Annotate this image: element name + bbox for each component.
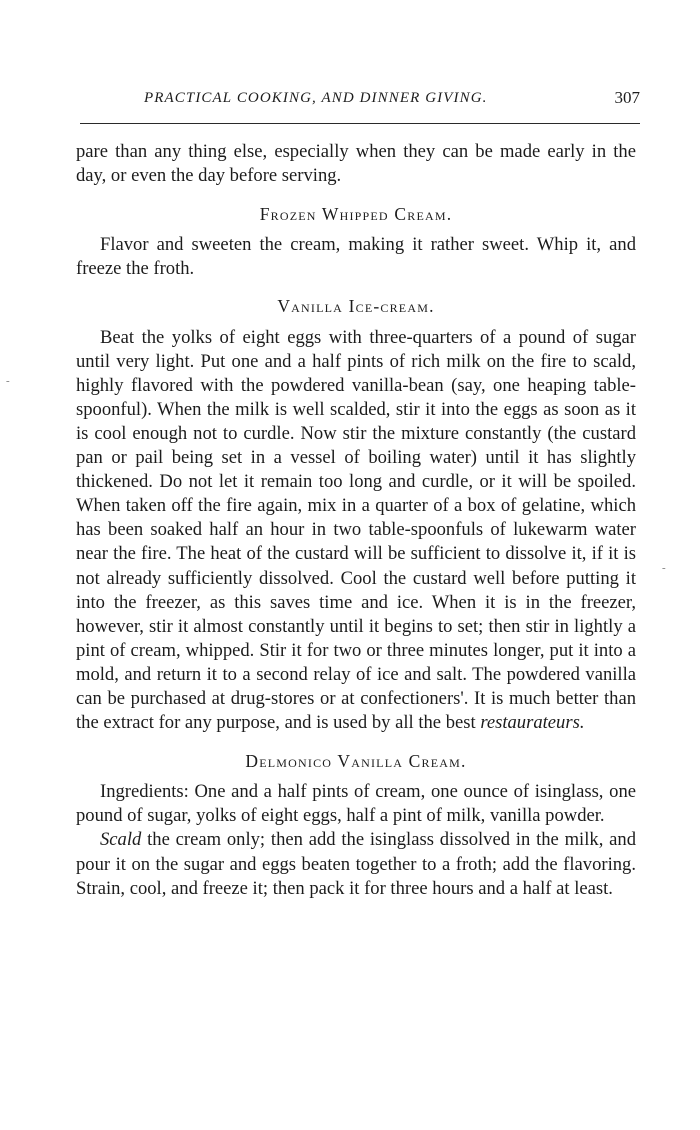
header-rule (80, 123, 640, 124)
page-body (76, 140, 636, 901)
paragraph-scald-text: the cream only; then add the isinglass dissolved in the milk, and pour it on the sugar and eggs beaten together to a froth; add the flavoring. Strain, cool, and freeze it; then pack it for three hours and a half at least. (76, 829, 636, 899)
paragraph-frozen-whipped-cream: Flavor and sweeten the cream, making it rather sweet. Whip it, and freeze the froth. (76, 234, 636, 280)
italic-restaurateurs: restaurateurs. (480, 712, 585, 734)
recipe-heading-vanilla-ice-cream: Vanilla Ice-cream. (277, 296, 435, 317)
recipe-heading-delmonico-vanilla-cream: Delmonico Vanilla Cream. (245, 751, 467, 772)
page-number: 307 (614, 88, 640, 107)
margin-speck-left: - (6, 375, 10, 387)
paragraph-vanilla-text: Beat the yolks of eight eggs with three-quarters of a pound of sugar until very light. Put one and a half pints of rich milk on the fire to scald, highly flavored with the powdered vanilla-bean (say, one heaping table-spoonful). When the milk is well scalded, stir it into the eggs as soon as it is cool enough not to curdle. Now stir the mixture constantly (the custard pan or pail being set in a vessel of boiling water) until it has slightly thickened. Do not let it remain too long and curdle, or it will be spoiled. When taken off the fire again, mix in a quarter of a box of gelatine, which has been soaked half an hour in two table-spoonfuls of lukewarm water near the fire. The heat of the custard will be sufficient to dissolve it, if it is not already sufficiently dissolved. Cool the custard well before putting it into the freezer, as this saves time and ice. When it is in the freezer, however, stir it almost constantly until it begins to set; then stir in lightly a pint of cream, whipped. Stir it for two or three minutes longer, put it into a mold, and return it to a second relay of ice and salt. The powdered vanilla can be purchased at drug-stores or at confectioners'. It is much better than the extract for any purpose, and is used by all the best (76, 326, 636, 734)
italic-scald: Scald (100, 829, 142, 851)
running-title: PRACTICAL COOKING, AND DINNER GIVING. (144, 90, 488, 106)
paragraph-continuation: pare than any thing else, especially when they can be made early in the day, or even the day before serving. (76, 141, 636, 187)
margin-speck-right: - (662, 562, 666, 574)
paragraph-ingredients: Ingredients: One and a half pints of cream, one ounce of isinglass, one pound of sugar, yolks of eight eggs, half a pint of milk, vanilla powder. (76, 781, 636, 827)
paragraph-scald (76, 828, 636, 900)
recipe-heading-frozen-whipped-cream: Frozen Whipped Cream. (259, 204, 453, 225)
paragraph-vanilla-ice-cream (76, 326, 636, 736)
running-header (80, 88, 640, 112)
